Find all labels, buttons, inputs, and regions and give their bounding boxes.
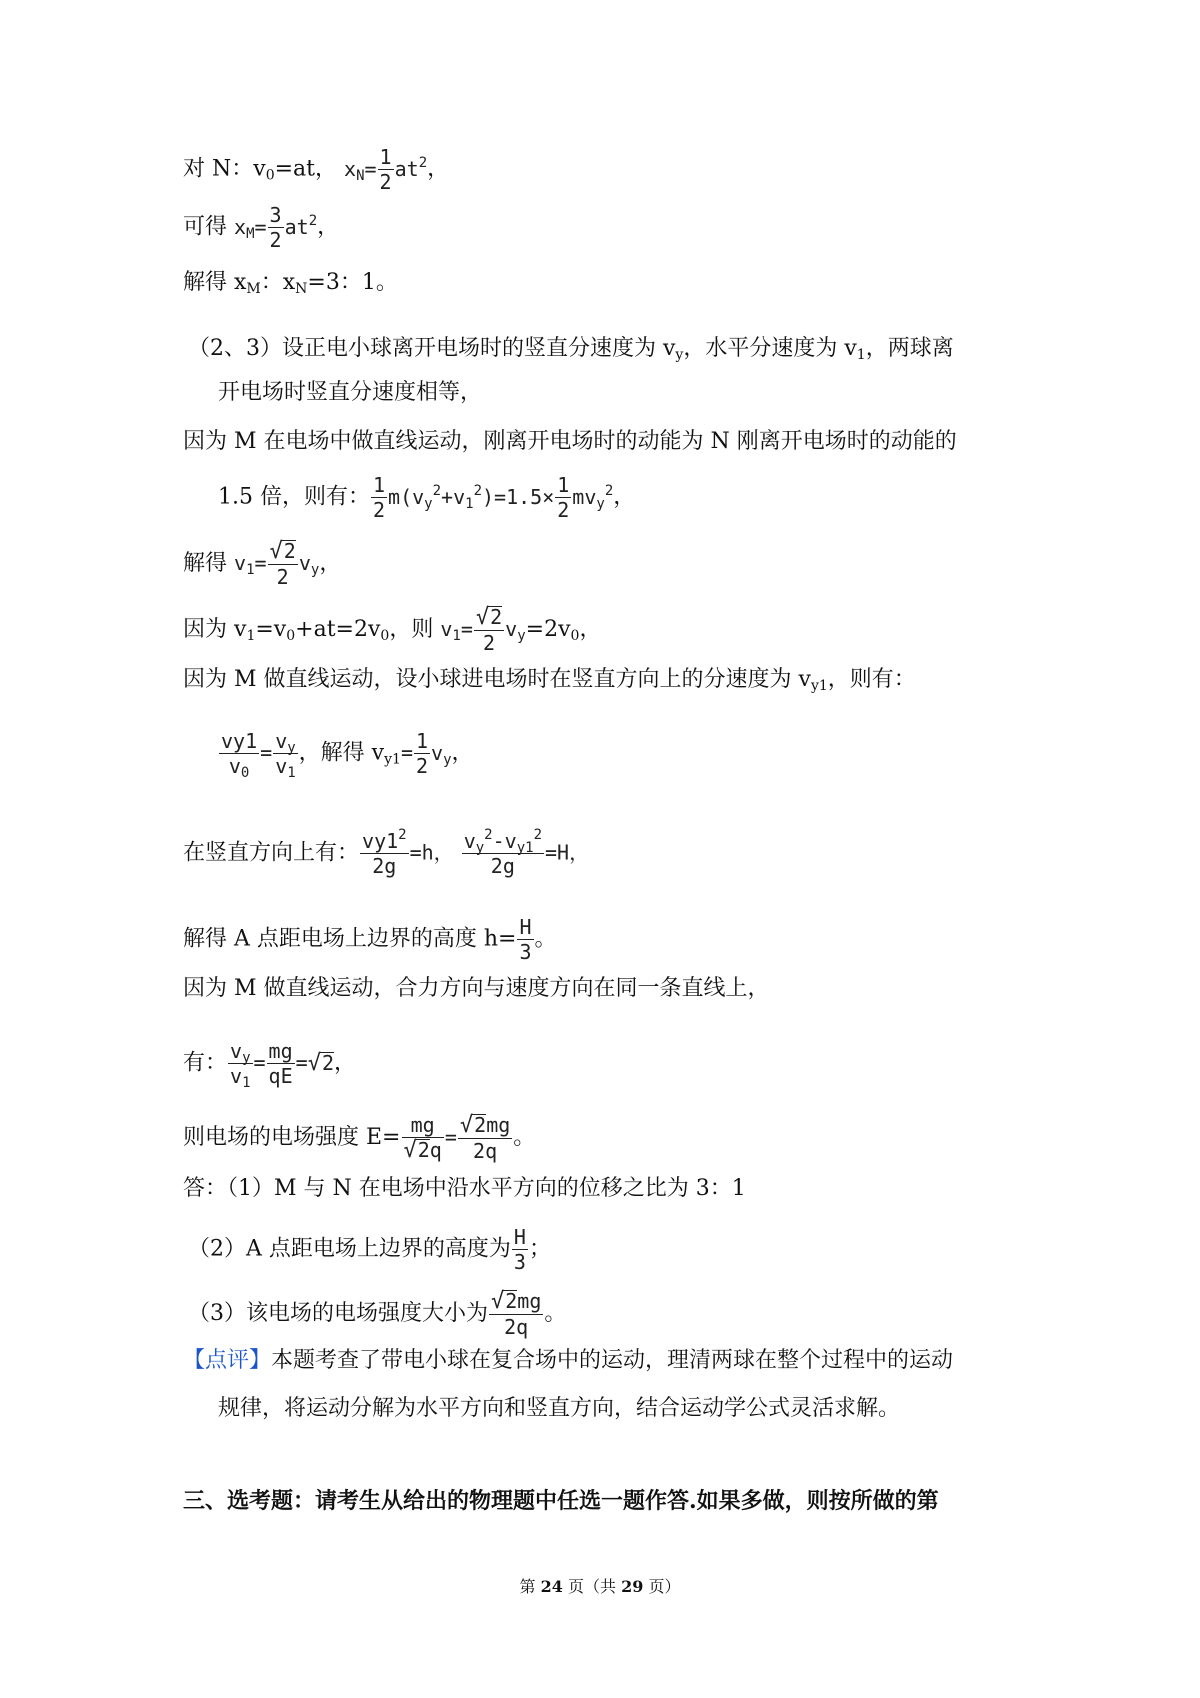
fraction: $\frac{3}{2}$ [269, 203, 282, 252]
formula: $mv_y^2$ [572, 482, 614, 512]
text: 对 N：v [183, 156, 266, 182]
fraction: $\frac{v_y}{v_1}$ [275, 729, 296, 781]
fraction: $\frac{1}{2}$ [379, 145, 392, 194]
fraction: $\frac{1}{2}$ [557, 473, 570, 522]
fraction: $\frac{v_y^2-v_{y1}^2}{2g}$ [463, 827, 542, 878]
fraction: $\frac{mg}{qE}$ [268, 1039, 293, 1088]
solution-line: 1.5 倍，则有： $\frac{1}{2}$ $m(v_y^2+v_1^2)=1.5\times$ $\frac{1}{2}$ $mv_y^2$， [218, 473, 636, 522]
formula: $v_y$ [505, 617, 526, 644]
solution-line [183, 204, 1030, 251]
formula: $x_M=$ [234, 214, 267, 242]
answer-line: （2）A 点距电场上边界的高度为 $\frac{H}{3}$ ； [188, 1225, 551, 1274]
solution-line: 有： $\frac{v_y}{v_1}$ = $\frac{mg}{qE}$ =√2， [183, 1039, 356, 1091]
solution-line: 因为 M 做直线运动，设小球进电场时在竖直方向上的分速度为 $v_{y1}$，则有： [183, 667, 916, 694]
solution-line: 因为 $v_1=v_0+at=2v_0$，则 $v_1=$ $\frac{√2}{2}$ $v_y=2v_0$， [183, 605, 602, 655]
fraction: $\frac{H}{3}$ [513, 1225, 526, 1274]
fraction: $\frac{v_y}{v_1}$ [230, 1039, 251, 1091]
solution-line: （2、3）设正电小球离开电场时的竖直分速度为 $v_y$，水平分速度为 $v_1$，两球离 [188, 336, 954, 363]
comment-line [183, 1346, 1030, 1376]
formula: $v_1=$ [234, 551, 267, 578]
fraction: $\frac{vy1^2}{2g}$ [362, 827, 407, 878]
formula: $at^2$ [394, 154, 428, 181]
page-footer: 第 24 页（共 29 页） [519, 1577, 681, 1596]
solution-line: 因为 M 在电场中做直线运动，刚离开电场时的动能为 N 刚离开电场时的动能的 [183, 429, 957, 454]
page-number: 24 [540, 1577, 563, 1596]
text: ， [317, 214, 340, 240]
solution-line: 则电场的电场强度 E= $\frac{mg}{√2q}$ = $\frac{√2mg}{2q}$ 。 [183, 1113, 536, 1163]
fraction: $\frac{√2mg}{2q}$ [491, 1289, 542, 1339]
total-pages: 29 [621, 1577, 644, 1596]
text: =at， [274, 156, 338, 182]
answer-line: 答：（1）M 与 N 在电场中沿水平方向的位移之比为 3：1 [183, 1176, 746, 1201]
fraction: $\frac{mg}{√2q}$ [403, 1113, 442, 1163]
solution-line [183, 146, 1030, 193]
solution-line: 开电场时竖直分速度相等， [218, 380, 483, 405]
fraction: $\frac{√2mg}{2q}$ [459, 1113, 511, 1163]
solution-line: 在竖直方向上有： $\frac{vy1^2}{2g}$ =h， $\frac{v_y^2-v_{y1}^2}{2g}$ =H， [183, 827, 590, 878]
formula: $x_N=$ [344, 156, 377, 184]
comment-text: 本题考查了带电小球在复合场中的运动，理清两球在整个过程中的运动 [271, 1348, 954, 1373]
subscript: 0 [265, 167, 275, 184]
fraction: $\frac{vy1}{v_0}$ [221, 729, 258, 781]
fraction: $\frac{√2}{2}$ [475, 605, 503, 655]
solution-line: 解得 $x_M$：$x_N=3$：1。 [183, 270, 398, 297]
fraction: $\frac{1}{2}$ [372, 473, 386, 522]
solution-line: $\frac{vy1}{v_0}$ = $\frac{v_y}{v_1}$ ，解得 $v_{y1}=$ $\frac{1}{2}$ $v_y$， [221, 729, 474, 781]
formula: $m(v_y^2+v_1^2)=1.5\times$ [388, 482, 555, 512]
formula: $at^2$ [284, 212, 318, 239]
solution-line: 解得 A 点距电场上边界的高度 h= $\frac{H}{3}$ 。 [183, 915, 557, 964]
formula: $v_1=$ [440, 617, 473, 644]
text: 可得 [183, 214, 228, 240]
text: ， [427, 156, 450, 182]
answer-line: （3）该电场的电场强度大小为 $\frac{√2mg}{2q}$ 。 [188, 1289, 567, 1339]
solution-line: 因为 M 做直线运动，合力方向与速度方向在同一条直线上， [183, 976, 770, 1001]
comment-line: 规律，将运动分解为水平方向和竖直方向，结合运动学公式灵活求解。 [218, 1396, 901, 1421]
comment-tag: 【点评】 [183, 1348, 272, 1373]
fraction: $\frac{√2}{2}$ [269, 539, 296, 589]
fraction: $\frac{1}{2}$ [415, 729, 429, 778]
fraction: $\frac{H}{3}$ [519, 915, 532, 964]
section-heading: 三、选考题：请考生从给出的物理题中任选一题作答.如果多做，则按所做的第 [183, 1488, 939, 1514]
formula: $v_y$ [298, 551, 320, 578]
solution-line: 解得 $v_1=$ $\frac{√2}{2}$ $v_y$， [183, 539, 342, 589]
